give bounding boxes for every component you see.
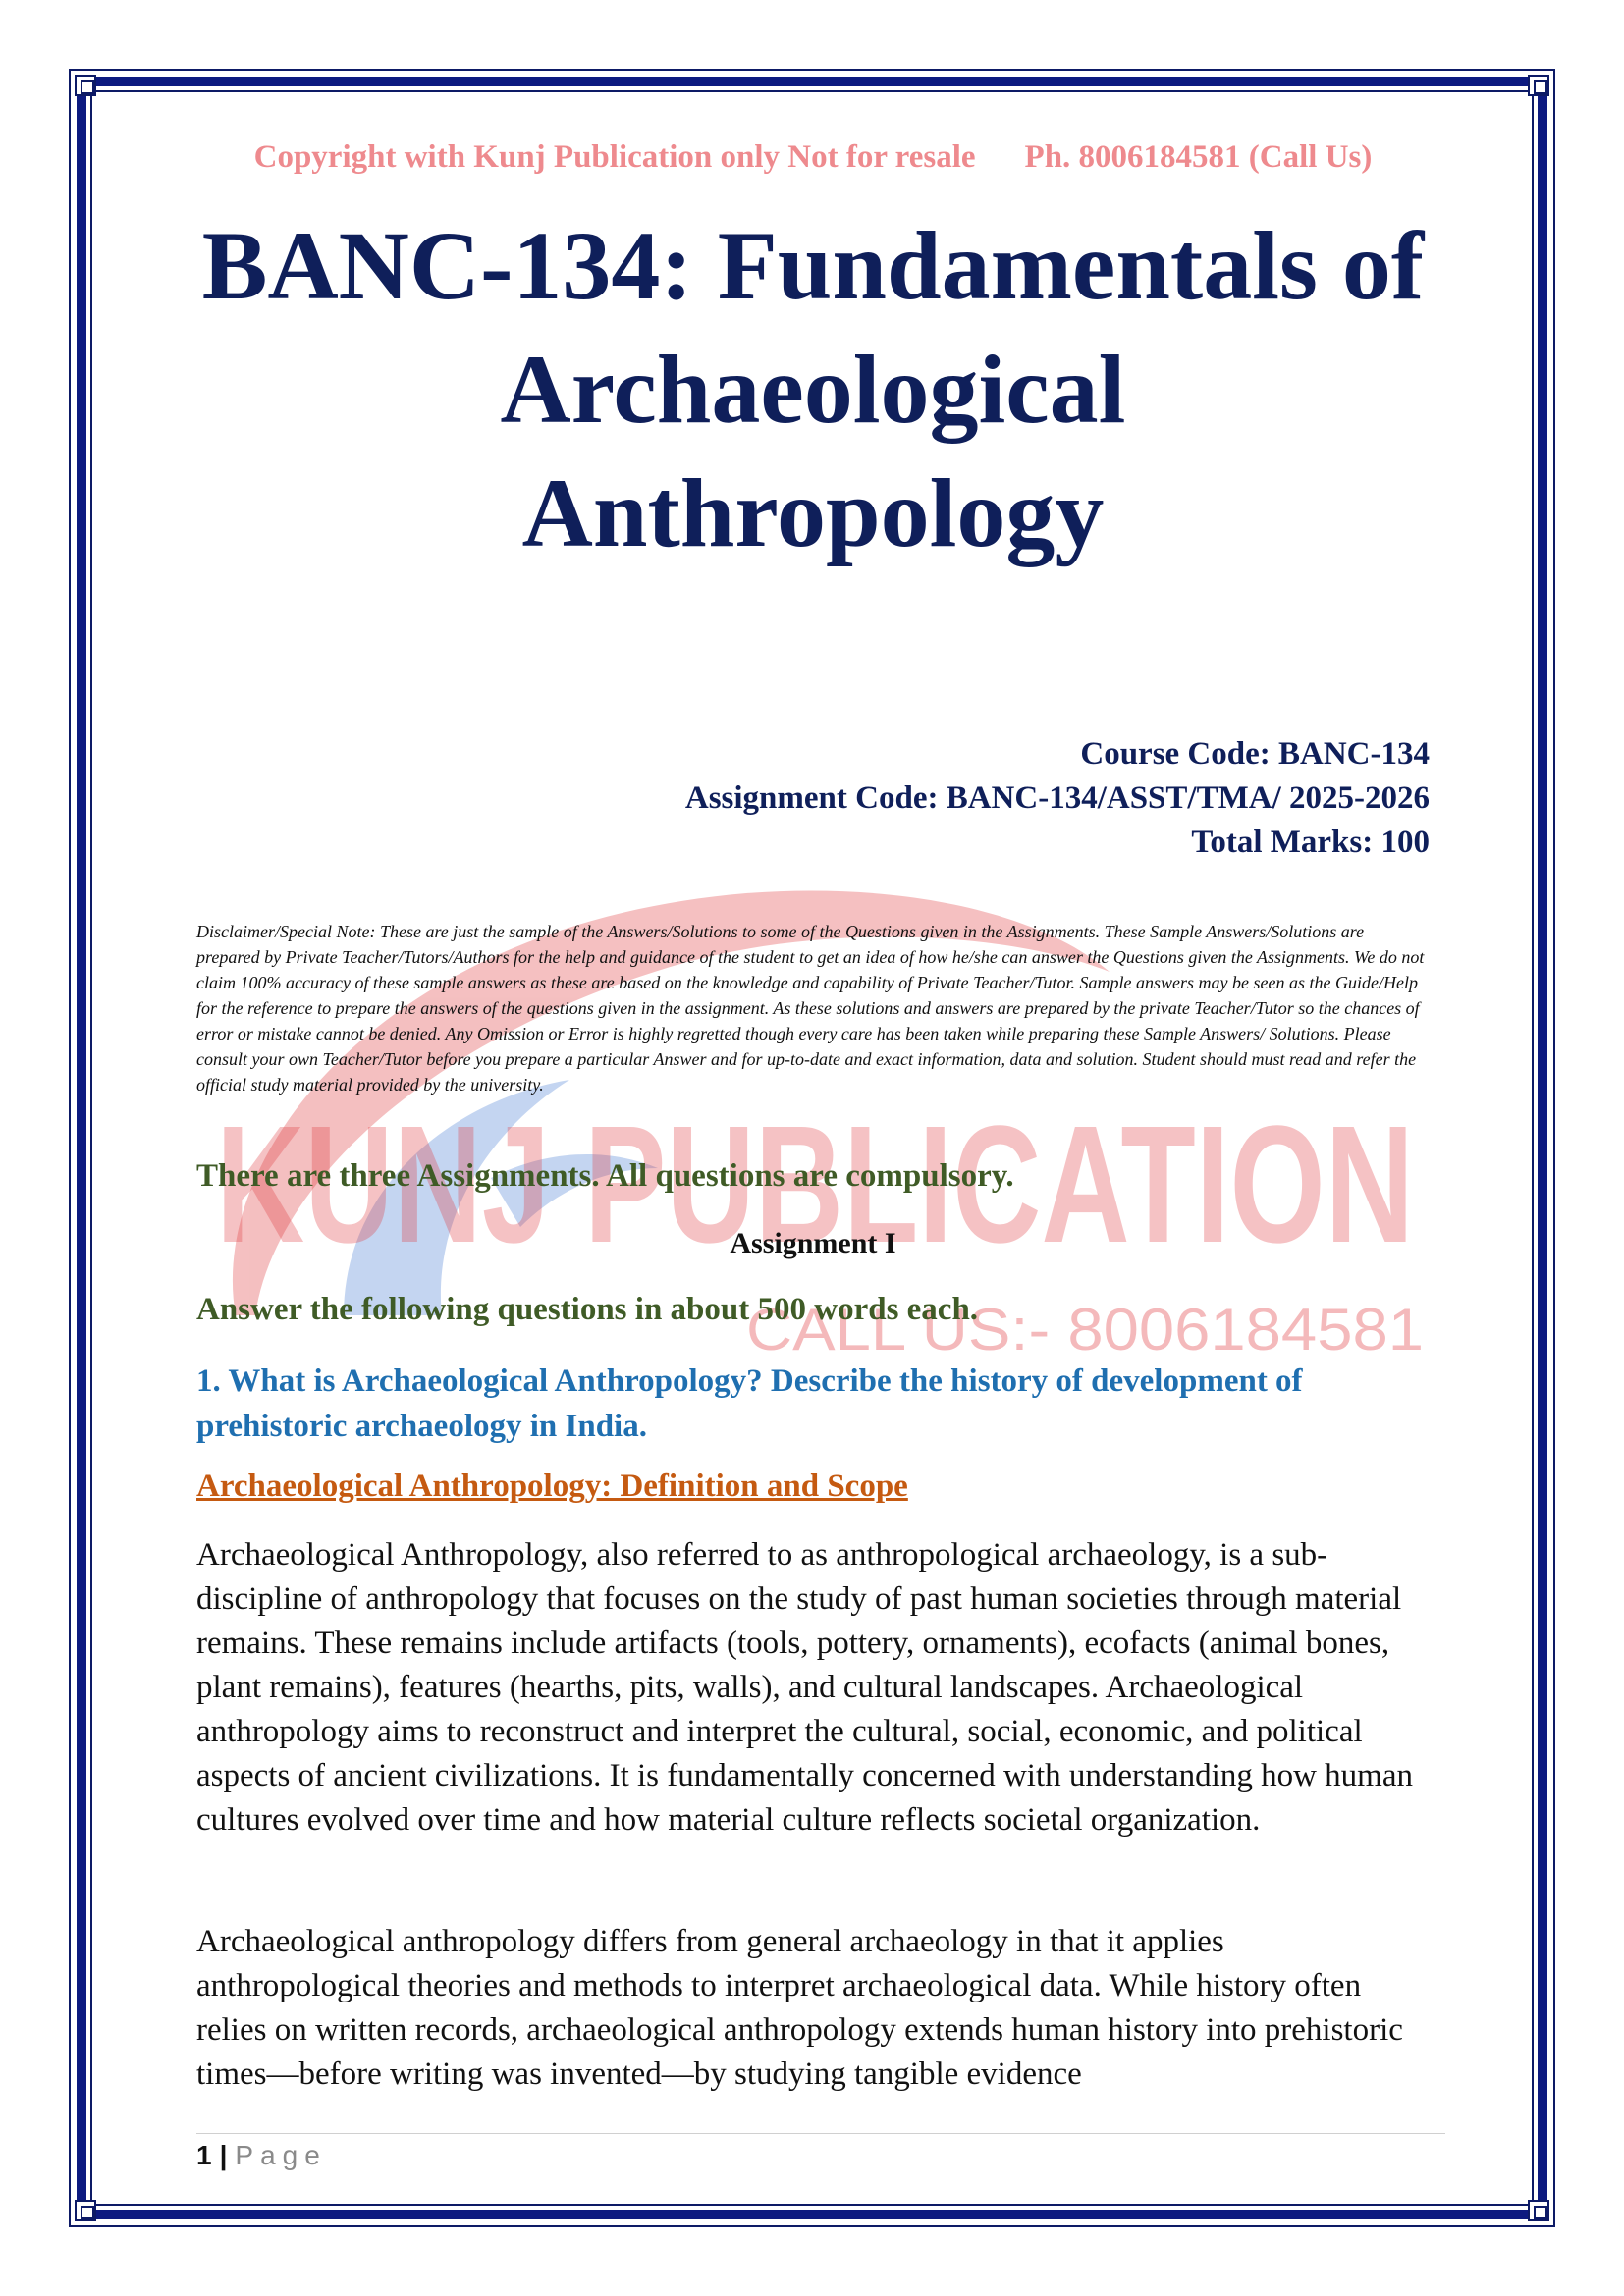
corner-ornament-bottom-left bbox=[75, 2200, 96, 2221]
title-line-3: Anthropology bbox=[521, 458, 1105, 567]
copyright-header bbox=[196, 139, 1430, 176]
disclaimer-note: Disclaimer/Special Note: These are just the sample of the Answers/Solutions to some of the Questions given in the Assignments. These Sample Answers/Solutions are prepared by Private Teacher/Tutors/Authors for the help and guidance of the student to get an idea of how he/she can answer the Questions given the Assignments. We do not claim 100% accuracy of these sample answers as these are based on the knowledge and capability of Private Teacher/Tutor. Sample answers may be seen as the Guide/Help for the reference to prepare the answers of the questions given in the assignment. As these solutions and answers are prepared by the private Teacher/Tutor so the chances of error or mistake cannot be denied. Any Omission or Error is highly regretted though every care has been taken while preparing these Sample Answers/ Solutions. Please consult your own Teacher/Tutor before you prepare a particular Answer and for up-to-date and exact information, data and solution. Student should must read and refer the official study material provided by the university. bbox=[196, 922, 1425, 1095]
question-1: 1. What is Archaeological Anthropology? Describe the history of development of prehistoric archaeology in India. bbox=[196, 1363, 1303, 1444]
document-title bbox=[196, 204, 1430, 575]
corner-ornament-bottom-right bbox=[1528, 2200, 1549, 2221]
assignment-code: Assignment Code: BANC-134/ASST/TMA/ 2025-2026 bbox=[684, 780, 1430, 816]
page-label: Page bbox=[235, 2140, 327, 2170]
title-line-1: BANC-134: Fundamentals of bbox=[201, 211, 1425, 320]
course-code: Course Code: BANC-134 bbox=[1080, 736, 1430, 772]
footer-divider bbox=[196, 2133, 1445, 2134]
page-footer bbox=[196, 2140, 327, 2171]
course-meta bbox=[196, 732, 1430, 865]
corner-ornament-top-right bbox=[1528, 75, 1549, 96]
copyright-text: Copyright with Kunj Publication only Not for resale bbox=[253, 139, 976, 175]
watermark-call-text: CALL US:- 8006184581 bbox=[746, 1297, 1424, 1362]
body-paragraph-1: Archaeological Anthropology, also referred to as anthropological archaeology, is a sub-discipline of anthropology that focuses on the study of past human societies through material remains. These remains include artifacts (tools, pottery, ornaments), ecofacts (animal bones, plant remains), features (hearths, pits, walls), and cultural landscapes. Archaeological anthropology aims to reconstruct and interpret the cultural, social, economic, and political aspects of ancient civilizations. It is fundamentally concerned with understanding how human cultures evolved over time and how material culture reflects societal organization. bbox=[196, 1537, 1413, 1838]
page-number: 1 bbox=[196, 2140, 212, 2170]
footer-separator: | bbox=[219, 2140, 228, 2170]
title-line-2: Archaeological bbox=[500, 335, 1126, 444]
section-heading: Archaeological Anthropology: Definition and Scope bbox=[196, 1468, 908, 1504]
watermark-brand-text: KUNJ PUBLICATION bbox=[216, 1092, 1414, 1278]
phone-text: Ph. 8006184581 (Call Us) bbox=[1024, 139, 1373, 175]
instruction-text: Answer the following questions in about 500 words each. bbox=[196, 1292, 979, 1327]
assignments-note: There are three Assignments. All questions are compulsory. bbox=[196, 1158, 1014, 1194]
corner-ornament-top-left bbox=[75, 75, 96, 96]
body-paragraph-2: Archaeological anthropology differs from general archaeology in that it applies anthropological theories and methods to interpret archaeological data. While history often relies on written records, archaeological anthropology extends human history into prehistoric times—before writing was invented—by studying tangible evidence bbox=[196, 1924, 1403, 2092]
assignment-heading: Assignment I bbox=[730, 1227, 896, 1259]
total-marks: Total Marks: 100 bbox=[1191, 825, 1430, 860]
